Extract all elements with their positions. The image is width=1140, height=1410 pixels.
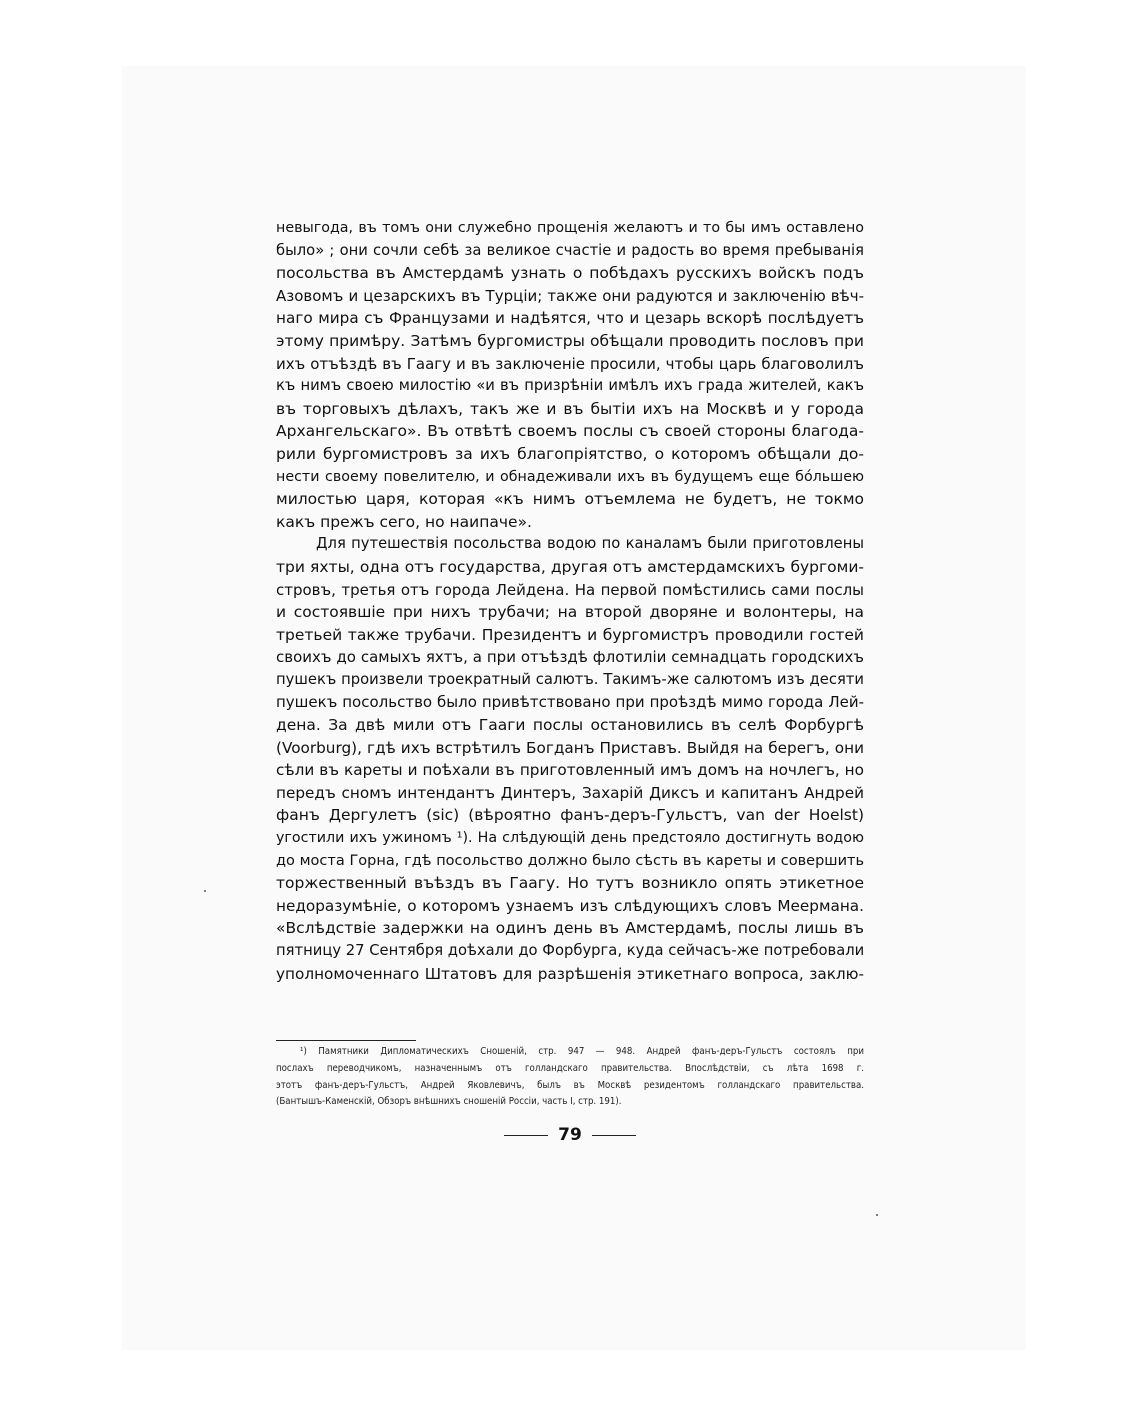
text-line: угостили ихъ ужиномъ ¹). На слѣдующій день предстояло достигнуть водою [276,830,864,847]
footnote-line: (Бантышъ-Каменскій, Обзоръ внѣшнихъ сношеній Россіи, часть I, стр. 191). [276,1096,622,1108]
footnote-line: послахъ переводчикомъ, назначеннымъ отъ голландскаго правительства. Впослѣдствіи, съ лѣта 1698 г. [276,1062,864,1074]
text-line: передъ сномъ интендантъ Динтеръ, Захарій Диксъ и капитанъ Андрей [276,783,864,802]
text-line: стровъ, третья отъ города Лейдена. На первой помѣстились сами послы [276,580,864,599]
page-number: 79 [558,1125,582,1145]
text-line: Архангельскаго». Въ отвѣтѣ своемъ послы съ своей стороны благода- [276,422,864,441]
text-line: «Вслѣдствіе задержки на одинъ день въ Амстердамѣ, послы лишь въ [276,919,864,938]
text-line: до моста Горна, гдѣ посольство должно было сѣсть въ кареты и совершить [276,852,864,869]
text-line: и состоявшіе при нихъ трубачи; на второй дворяне и волонтеры, на [276,603,864,622]
text-line: сѣли въ кареты и поѣхали въ приготовленный имъ домъ на ночлегъ, но [276,761,864,780]
text-line: пятницу 27 Сентября доѣхали до Форбурга, куда сейчасъ-же потребовали [276,942,864,959]
text-line: Азовомъ и цезарскихъ въ Турціи; также они радуются и заключенію вѣч- [276,286,864,305]
text-line: въ торговыхъ дѣлахъ, такъ же и въ бытіи ихъ на Москвѣ и у города [276,399,864,418]
text-line: наго мира съ Французами и надѣятся, что и цезарь вскорѣ послѣдуетъ [276,309,864,328]
text-line: пушекъ произвели троекратный салютъ. Такимъ-же салютомъ изъ десяти [276,670,864,688]
text-line: этому примѣру. Затѣмъ бургомистры обѣщали проводить пословъ при [276,331,864,350]
text-line: Для путешествія посольства водою по каналамъ были приготовлены [316,535,864,553]
text-line: какъ прежъ сего, но наипаче». [276,512,532,531]
text-line: своихъ до самыхъ яхтъ, а при отъѣздѣ флотиліи семнадцать городскихъ [276,648,864,667]
footnote-line: ¹) Памятники Дипломатическихъ Сношеній, стр. 947 — 948. Андрей фанъ-деръ-Гульстъ состоялъ при [300,1046,864,1057]
text-line: ихъ отъѣздѣ въ Гаагу и въ заключеніе просили, чтобы царь благоволилъ [276,354,864,373]
text-line: милостью царя, которая «къ нимъ отъемлема не будетъ, не токмо [276,490,864,509]
page-number-row [276,1122,864,1148]
text-line: было» ; они сочли себѣ за великое счастіе и радость во время пребыванія [276,241,864,259]
text-line: третьей также трубачи. Президентъ и бургомистръ проводили гостей [276,625,864,644]
text-line: торжественный въѣздъ въ Гаагу. Но тутъ возникло опять этикетное [276,874,864,893]
text-line: (Voorburg), гдѣ ихъ встрѣтилъ Богданъ Приставъ. Выйдя на берегъ, они [276,738,864,757]
main-text [276,217,864,985]
text-line: три яхты, одна отъ государства, другая отъ амстердамскихъ бургоми- [276,557,864,576]
page-number-dash-right [592,1135,636,1136]
page-number-dash-left [504,1135,548,1136]
text-line: рили бургомистровъ за ихъ благопріятство, о которомъ обѣщали до- [276,444,864,463]
text-line: посольства въ Амстердамѣ узнать о побѣдахъ русскихъ войскъ подъ [276,264,864,283]
footnote-divider [276,1040,416,1041]
text-line: нести своему повелителю, и обнадеживали ихъ въ будущемъ еще бóльшею [276,468,864,485]
text-line: уполномоченнаго Штатовъ для разрѣшенія этикетнаго вопроса, заклю- [276,964,864,983]
text-line: пушекъ посольство было привѣтствовано при проѣздѣ мимо города Лей- [276,693,864,712]
text-line: къ нимъ своею милостію «и въ призрѣніи имѣлъ ихъ града жителей, какъ [276,377,864,395]
scan-speck [876,1214,878,1216]
scan-speck [204,890,206,892]
text-line: дена. За двѣ мили отъ Гааги послы остановились въ селѣ Форбургѣ [276,716,864,735]
footnote [276,1044,864,1111]
text-line: недоразумѣніе, о которомъ узнаемъ изъ слѣдующихъ словъ Меермана. [276,896,864,915]
footnote-line: этотъ фанъ-деръ-Гульстъ, Андрей Яковлевичъ, былъ въ Москвѣ резидентомъ голландскаго правительства. [276,1079,864,1091]
text-line: фанъ Дергулетъ (sic) (вѣроятно фанъ-деръ-Гульстъ, van der Hoelst) [276,806,864,825]
text-line: невыгода, въ томъ они служебно прощенія желаютъ и то бы имъ оставлено [276,220,864,236]
